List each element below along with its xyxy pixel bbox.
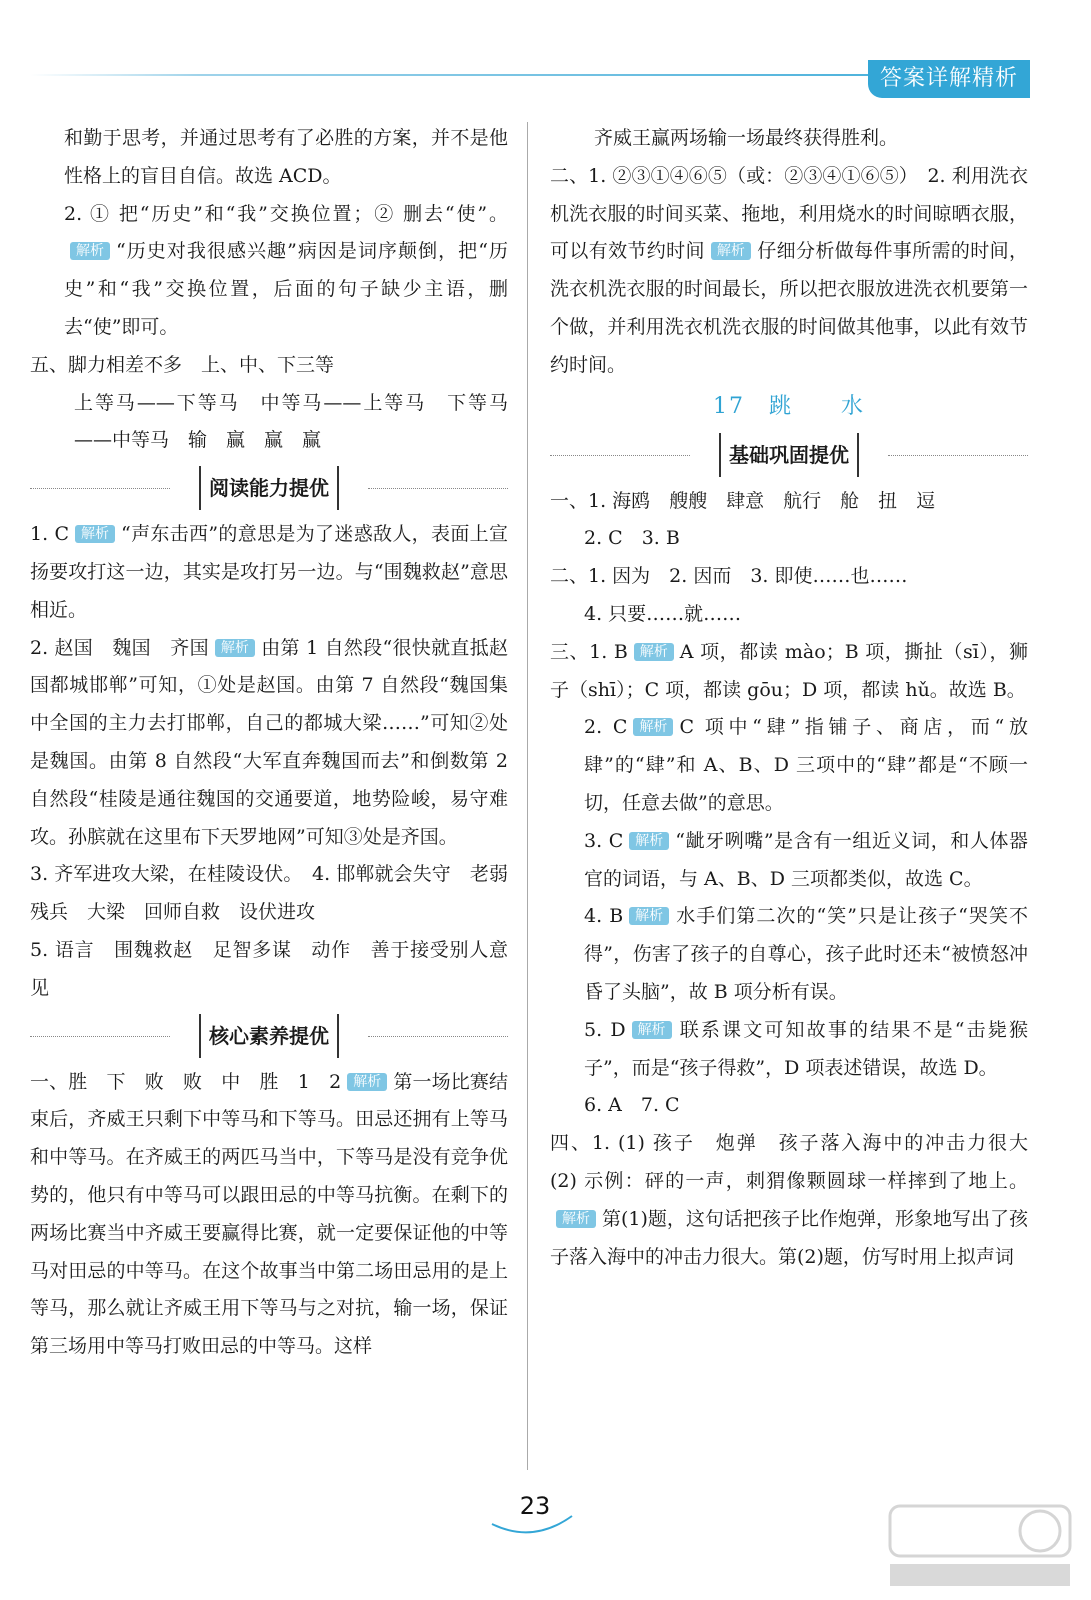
answer-paragraph: 2. ① 把“历史”和“我”交换位置；② 删去“使”。解析 “历史对我很感兴趣”病因是词序颠倒，把“历史”和“我”交换位置，后面的句子缺少主语，删去“使”即可。	[64, 202, 508, 338]
analysis-tag: 解析	[629, 907, 669, 925]
analysis-tag: 解析	[215, 639, 255, 657]
analysis-tag: 解析	[70, 242, 110, 260]
answer-paragraph: 2. C 解析 C 项中“肆”指铺子、商店，而“放肆”的“肆”和 A、B、D 三项中的“肆”都是“不顾一切，任意去做”的意思。	[584, 716, 1028, 814]
section-heading-reading: 阅读能力提优	[30, 466, 508, 510]
answer-paragraph: 上等马——下等马 中等马——上等马 下等马——中等马 输 赢 赢 赢	[74, 391, 508, 452]
analysis-tag: 解析	[347, 1073, 387, 1091]
answer-paragraph: 5. 语言 围魏救赵 足智多谋 动作 善于接受别人意见	[30, 938, 508, 999]
answer-paragraph: 4. 只要……就……	[584, 602, 742, 625]
analysis-tag: 解析	[711, 242, 751, 260]
answer-paragraph: 二、1. 因为 2. 因而 3. 即使……也……	[550, 565, 908, 588]
answer-paragraph: 四、1. (1) 孩子 炮弹 孩子落入海中的冲击力很大 (2) 示例：砰的一声，刺猬像颗圆球一样摔到了地上。解析 第(1)题，这句话把孩子比作炮弹，形象地写出了孩子落入海中的冲击力很大。第(2)题，仿写时用上拟声词	[550, 1132, 1048, 1268]
page-number: 23	[519, 1492, 551, 1520]
answer-paragraph: 五、脚力相差不多 上、中、下三等	[30, 353, 335, 376]
watermark-logo	[880, 1496, 1080, 1596]
answer-paragraph: 6. A 7. C	[584, 1094, 680, 1117]
answer-paragraph: 2. C 3. B	[584, 527, 680, 550]
answer-paragraph: 三、1. B 解析 A 项，都读 mào；B 项，撕扯（sī），狮子（shī）；C 项，都读 gōu；D 项，都读 hǔ。故选 B。	[550, 640, 1028, 701]
answer-paragraph: 一、1. 海鸥 艘艘 肆意 航行 舱 扭 逗	[550, 489, 936, 512]
analysis-tag: 解析	[629, 832, 669, 850]
answer-paragraph: 3. 齐军进攻大梁，在桂陵设伏。 4. 邯郸就会失守 老弱残兵 大梁 回师自救 设伏进攻	[30, 863, 508, 924]
analysis-tag: 解析	[632, 1021, 672, 1039]
left-column	[30, 120, 508, 1366]
page-number-swoosh	[488, 1510, 578, 1540]
analysis-tag: 解析	[633, 718, 673, 736]
section-heading-core: 核心素养提优	[30, 1014, 508, 1058]
answer-paragraph: 齐威王赢两场输一场最终获得胜利。	[594, 127, 899, 149]
analysis-tag: 解析	[556, 1210, 596, 1228]
answer-paragraph: 3. C 解析 “龇牙咧嘴”是含有一组近义词，和人体器官的词语，与 A、B、D 三项都类似，故选 C。	[584, 829, 1028, 890]
header-rule	[30, 74, 870, 76]
answer-paragraph: 二、1. ②③①④⑥⑤（或：②③④①⑥⑤） 2. 利用洗衣机洗衣服的时间买菜、拖地，利用烧水的时间晾晒衣服，可以有效节约时间 解析 仔细分析做每件事所需的时间，洗衣机洗衣服的时间最长，所以把衣服放进洗衣机要第一个做，并利用洗衣机洗衣服的时间做其他事，以此有效节约时间。	[550, 164, 1028, 376]
answer-paragraph: 一、胜 下 败 败 中 胜 1 2 解析 第一场比赛结束后，齐威王只剩下中等马和下等马。田忌还拥有上等马和中等马。在齐威王的两匹马当中，下等马是没有竞争优势的，他只有中等马可以跟田忌的中等马抗衡。在剩下的两场比赛当中齐威王要赢得比赛，就一定要保证他的中等马对田忌的中等马。在这个故事当中第二场田忌用的是上等马，那么就让齐威王用下等马与之对抗，输一场，保证第三场用中等马打败田忌的中等马。这样	[30, 1070, 508, 1358]
header-tab: 答案详解精析	[868, 60, 1030, 98]
answer-paragraph: 和勤于思考，并通过思考有了必胜的方案，并不是他性格上的盲目自信。故选 ACD。	[64, 127, 508, 187]
column-divider	[527, 122, 528, 1470]
analysis-tag: 解析	[634, 643, 674, 661]
answer-paragraph: 1. C 解析 “声东击西”的意思是为了迷惑敌人，表面上宣扬要攻打这一边，其实是攻打另一边。与“围魏救赵”意思相近。	[30, 523, 508, 621]
answer-paragraph: 2. 赵国 魏国 齐国 解析 由第 1 自然段“很快就直抵赵国都城邯郸”可知，①处是赵国。由第 7 自然段“魏国集中全国的主力去打邯郸，自己的都城大梁……”可知②处是魏国。由第 8 自然段“大军直奔魏国而去”和倒数第 2 自然段“桂陵是通往魏国的交通要道，地势险峻，易守难攻。孙膑就在这里布下天罗地网”可知③处是齐国。	[30, 636, 508, 848]
answer-paragraph: 5. D 解析 联系课文可知故事的结果不是“击毙猴子”，而是“孩子得救”，D 项表述错误，故选 D。	[584, 1018, 1028, 1079]
section-heading-basic: 基础巩固提优	[550, 433, 1028, 477]
answer-paragraph: 4. B 解析 水手们第二次的“笑”只是让孩子“哭笑不得”，伤害了孩子的自尊心，孩子此时还未“被愤怒冲昏了头脑”，故 B 项分析有误。	[584, 905, 1028, 1003]
lesson-title: 17 跳 水	[713, 393, 865, 419]
right-column	[550, 120, 1048, 1276]
analysis-tag: 解析	[75, 525, 115, 543]
